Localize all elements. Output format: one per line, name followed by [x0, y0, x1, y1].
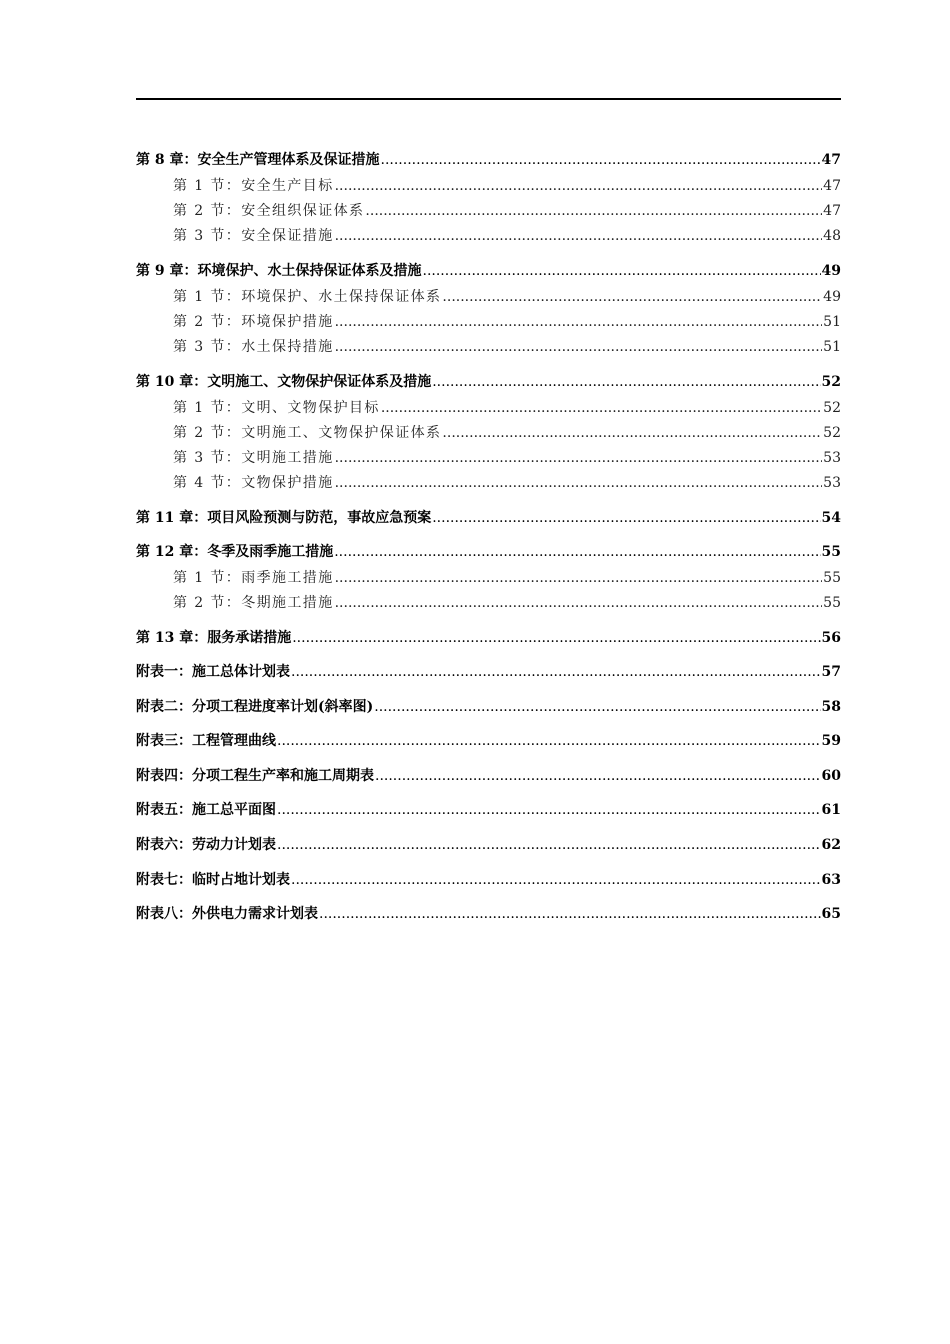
toc-page-number: 53 [823, 450, 841, 466]
dot-leader [335, 446, 823, 471]
toc-page-number: 54 [821, 510, 841, 526]
dot-leader [335, 310, 823, 335]
toc-page-number: 61 [821, 802, 841, 819]
toc-chapter-link[interactable] [136, 148, 841, 172]
toc-section-link[interactable] [136, 396, 841, 421]
toc-page-number: 49 [821, 263, 841, 279]
toc-appendix-link[interactable] [136, 833, 841, 858]
dot-leader [335, 335, 823, 360]
dot-leader [334, 540, 820, 564]
dot-leader [335, 224, 823, 249]
dot-leader [442, 421, 822, 446]
dot-leader [365, 199, 822, 224]
dot-leader [432, 370, 820, 394]
toc-entry-title: 第 2 节：环境保护措施 [173, 314, 334, 330]
toc-entry-title: 第 2 节：文明施工、文物保护保证体系 [173, 425, 442, 441]
toc-page-number: 55 [821, 544, 841, 560]
header-rule [136, 98, 841, 100]
dot-leader [291, 660, 821, 685]
toc-page-number: 58 [821, 698, 841, 715]
toc-section-link[interactable] [136, 446, 841, 471]
table-of-contents [136, 148, 841, 927]
toc-entry-title: 第 2 节：冬期施工措施 [173, 595, 334, 611]
toc-appendix-link[interactable] [136, 729, 841, 754]
toc-section-link[interactable] [136, 591, 841, 616]
toc-entry-title: 第 3 节：水土保持措施 [173, 339, 334, 355]
toc-page-number: 56 [821, 630, 841, 646]
toc-section-link[interactable] [136, 566, 841, 591]
toc-page-number: 48 [823, 228, 841, 244]
toc-page-number: 63 [821, 871, 841, 888]
toc-section-link[interactable] [136, 224, 841, 249]
toc-entry-title: 附表六：劳动力计划表 [136, 836, 276, 853]
dot-leader [335, 591, 823, 616]
toc-entry-title: 附表三：工程管理曲线 [136, 733, 276, 750]
toc-entry-title: 第 1 节：安全生产目标 [173, 178, 334, 194]
dot-leader [374, 695, 820, 720]
toc-page-number: 53 [823, 475, 841, 491]
toc-entry-title: 第 11 章：项目风险预测与防范，事故应急预案 [136, 510, 432, 526]
toc-appendix-link[interactable] [136, 902, 841, 927]
dot-leader [335, 174, 823, 199]
toc-entry-title: 第 8 章：安全生产管理体系及保证措施 [136, 152, 380, 168]
dot-leader [291, 868, 821, 893]
toc-entry-title: 附表七：临时占地计划表 [136, 871, 290, 888]
dot-leader [381, 148, 821, 172]
dot-leader [423, 259, 821, 283]
toc-entry-title: 第 10 章：文明施工、文物保护保证体系及措施 [136, 374, 432, 390]
toc-entry-title: 附表二：分项工程进度率计划(斜率图) [136, 698, 374, 715]
toc-page-number: 62 [821, 836, 841, 853]
toc-appendix-link[interactable] [136, 868, 841, 893]
toc-section-link[interactable] [136, 199, 841, 224]
toc-chapter-link[interactable] [136, 626, 841, 650]
toc-section-link[interactable] [136, 471, 841, 496]
toc-section-link[interactable] [136, 174, 841, 199]
toc-appendix-link[interactable] [136, 660, 841, 685]
toc-appendix-link[interactable] [136, 798, 841, 823]
dot-leader [277, 798, 821, 823]
dot-leader [381, 396, 822, 421]
toc-page-number: 51 [823, 314, 841, 330]
toc-page-number: 51 [823, 339, 841, 355]
toc-section-link[interactable] [136, 285, 841, 310]
dot-leader [319, 902, 821, 927]
toc-page-number: 60 [821, 767, 841, 784]
toc-section-link[interactable] [136, 421, 841, 446]
toc-entry-title: 第 4 节：文物保护措施 [173, 475, 334, 491]
toc-appendix-link[interactable] [136, 695, 841, 720]
toc-page-number: 47 [821, 152, 841, 168]
toc-chapter-link[interactable] [136, 370, 841, 394]
toc-chapter-link[interactable] [136, 506, 841, 530]
dot-leader [335, 566, 823, 591]
toc-entry-title: 第 13 章：服务承诺措施 [136, 630, 292, 646]
dot-leader [375, 764, 821, 789]
toc-entry-title: 附表五：施工总平面图 [136, 802, 276, 819]
toc-entry-title: 附表一：施工总体计划表 [136, 664, 290, 680]
toc-page-number: 47 [823, 178, 841, 194]
toc-page-number: 57 [821, 664, 841, 680]
toc-page-number: 55 [823, 570, 841, 586]
toc-section-link[interactable] [136, 335, 841, 360]
toc-entry-title: 第 1 节：文明、文物保护目标 [173, 400, 380, 416]
toc-entry-title: 第 1 节：雨季施工措施 [173, 570, 334, 586]
toc-entry-title: 第 1 节：环境保护、水土保持保证体系 [173, 289, 442, 305]
toc-page-number: 47 [823, 203, 841, 219]
toc-section-link[interactable] [136, 310, 841, 335]
toc-chapter-link[interactable] [136, 259, 841, 283]
toc-page-number: 52 [823, 425, 841, 441]
dot-leader [442, 285, 822, 310]
toc-appendix-link[interactable] [136, 764, 841, 789]
toc-entry-title: 第 9 章：环境保护、水土保持保证体系及措施 [136, 263, 422, 279]
toc-page-number: 49 [823, 289, 841, 305]
toc-entry-title: 附表四：分项工程生产率和施工周期表 [136, 767, 374, 784]
toc-entry-title: 第 2 节：安全组织保证体系 [173, 203, 365, 219]
dot-leader [292, 626, 820, 650]
dot-leader [335, 471, 823, 496]
toc-page-number: 52 [821, 374, 841, 390]
dot-leader [432, 506, 820, 530]
toc-chapter-link[interactable] [136, 540, 841, 564]
dot-leader [277, 833, 821, 858]
toc-entry-title: 附表八：外供电力需求计划表 [136, 906, 318, 923]
toc-page-number: 65 [821, 906, 841, 923]
toc-page-number: 52 [823, 400, 841, 416]
toc-entry-title: 第 12 章：冬季及雨季施工措施 [136, 544, 334, 560]
toc-page-number: 59 [821, 733, 841, 750]
toc-page-number: 55 [823, 595, 841, 611]
dot-leader [277, 729, 821, 754]
toc-entry-title: 第 3 节：安全保证措施 [173, 228, 334, 244]
toc-entry-title: 第 3 节：文明施工措施 [173, 450, 334, 466]
